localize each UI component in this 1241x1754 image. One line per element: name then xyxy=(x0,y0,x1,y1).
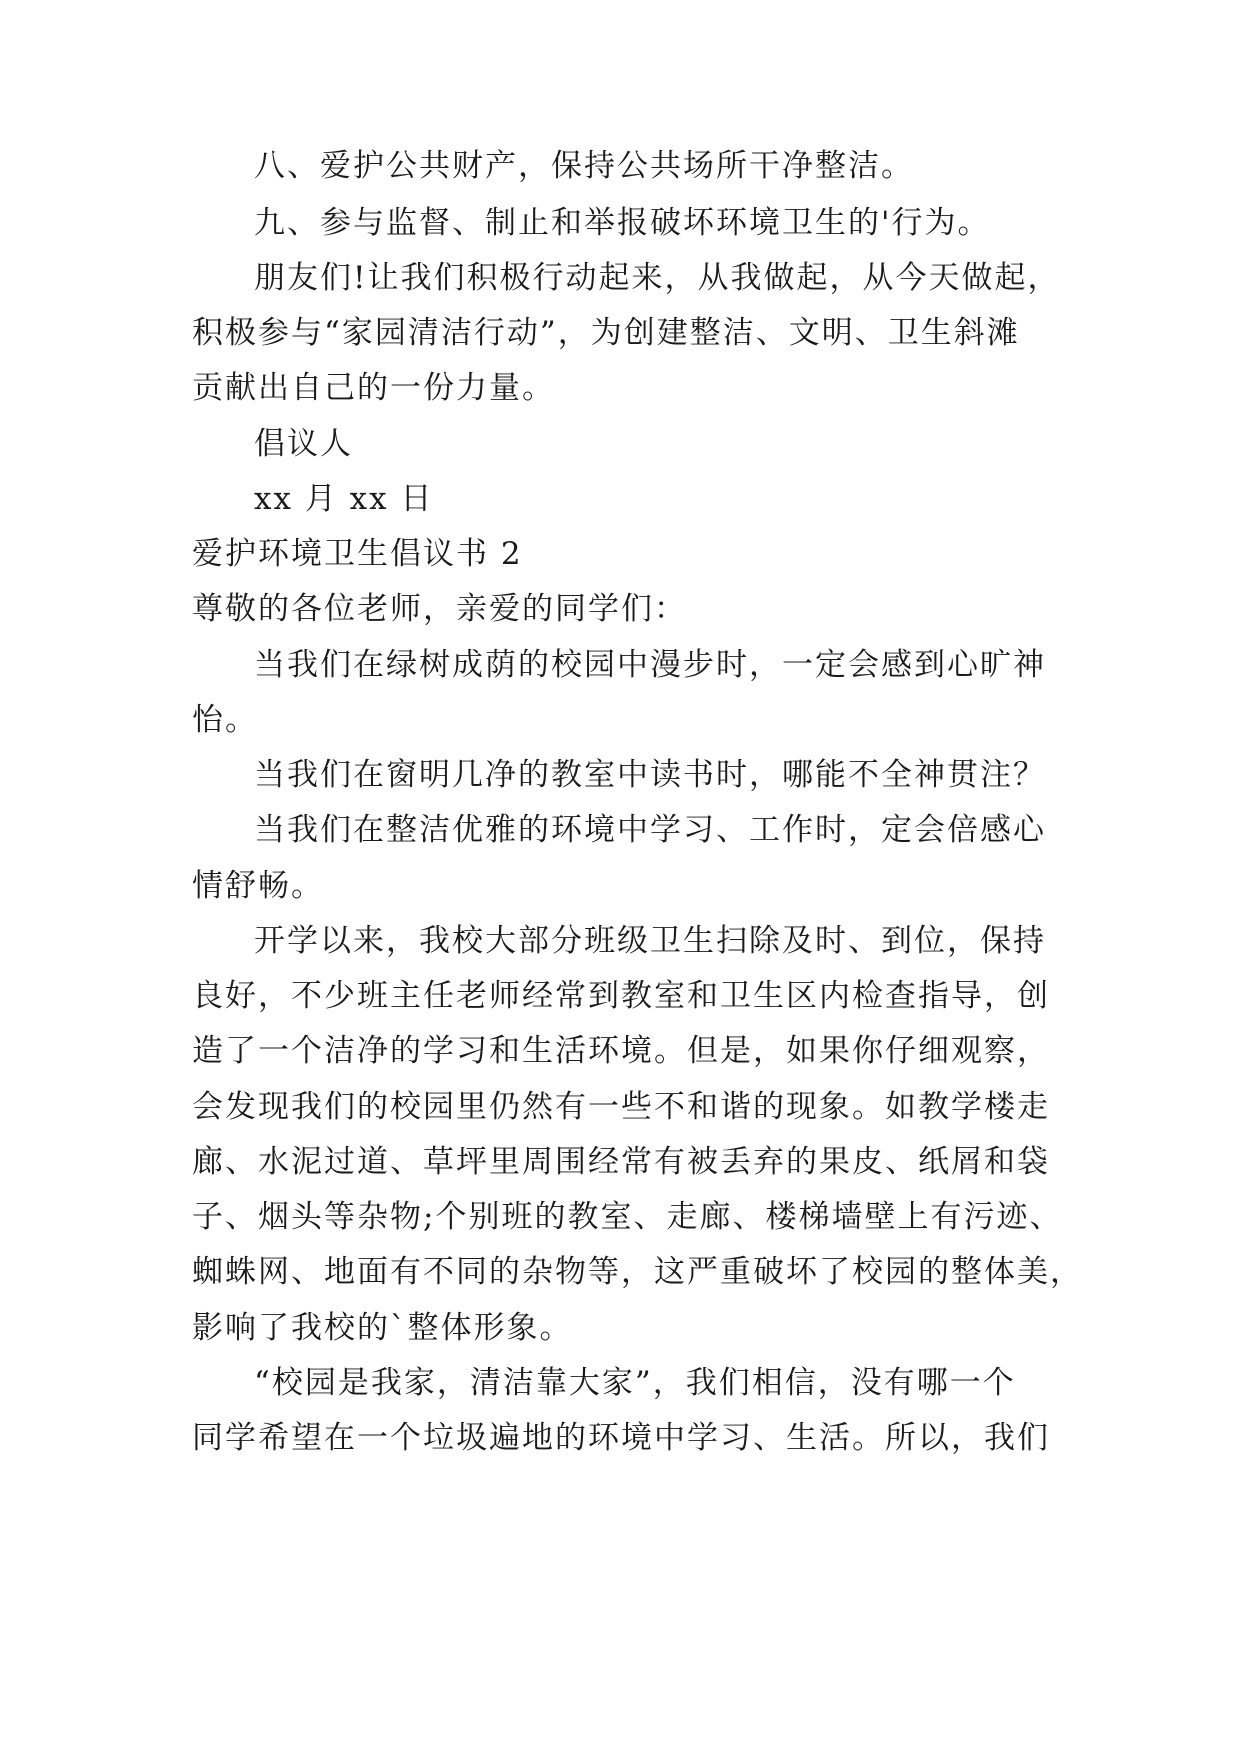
paragraph-item-8: 八、爱护公共财产，保持公共场所干净整洁。 xyxy=(254,148,914,184)
paragraph-4: 开学以来，我校大部分班级卫生扫除及时、到位，保持 xyxy=(254,923,1046,959)
paragraph-3: 当我们在整洁优雅的环境中学习、工作时，定会倍感心 xyxy=(254,812,1046,848)
paragraph-call-to-action: 朋友们!让我们积极行动起来，从我做起，从今天做起， xyxy=(254,260,1061,296)
paragraph-4-cont: 造了一个洁净的学习和生活环境。但是，如果你仔细观察， xyxy=(192,1033,1050,1069)
paragraph-1: 当我们在绿树成荫的校园中漫步时，一定会感到心旷神 xyxy=(254,647,1046,683)
document-title: 爱护环境卫生倡议书 2 xyxy=(192,536,523,572)
salutation: 尊敬的各位老师，亲爱的同学们： xyxy=(192,591,687,627)
paragraph-5: “校园是我家，清洁靠大家”，我们相信，没有哪一个 xyxy=(254,1365,1016,1401)
signature-label: 倡议人 xyxy=(254,426,353,462)
paragraph-call-to-action-cont: 积极参与“家园清洁行动”，为创建整洁、文明、卫生斜滩 xyxy=(192,315,1020,351)
paragraph-4-cont: 子、烟头等杂物;个别班的教室、走廊、楼梯墙壁上有污迹、 xyxy=(192,1199,1063,1235)
paragraph-4-cont: 廊、水泥过道、草坪里周围经常有被丢弃的果皮、纸屑和袋 xyxy=(192,1144,1050,1180)
paragraph-2: 当我们在窗明几净的教室中读书时，哪能不全神贯注？ xyxy=(254,757,1046,793)
paragraph-4-cont: 影响了我校的`整体形象。 xyxy=(192,1310,573,1346)
signature-date: xx 月 xx 日 xyxy=(254,481,434,517)
paragraph-4-cont: 良好，不少班主任老师经常到教室和卫生区内检查指导，创 xyxy=(192,978,1050,1014)
paragraph-4-cont: 会发现我们的校园里仍然有一些不和谐的现象。如教学楼走 xyxy=(192,1089,1050,1125)
paragraph-1-cont: 怡。 xyxy=(192,702,258,738)
paragraph-item-9: 九、参与监督、制止和举报破坏环境卫生的'行为。 xyxy=(254,205,991,241)
paragraph-5-cont: 同学希望在一个垃圾遍地的环境中学习、生活。所以，我们 xyxy=(192,1420,1050,1456)
paragraph-4-cont: 蜘蛛网、地面有不同的杂物等，这严重破坏了校园的整体美， xyxy=(192,1254,1083,1290)
paragraph-3-cont: 情舒畅。 xyxy=(192,868,324,904)
paragraph-call-to-action-cont: 贡献出自己的一份力量。 xyxy=(192,370,555,406)
